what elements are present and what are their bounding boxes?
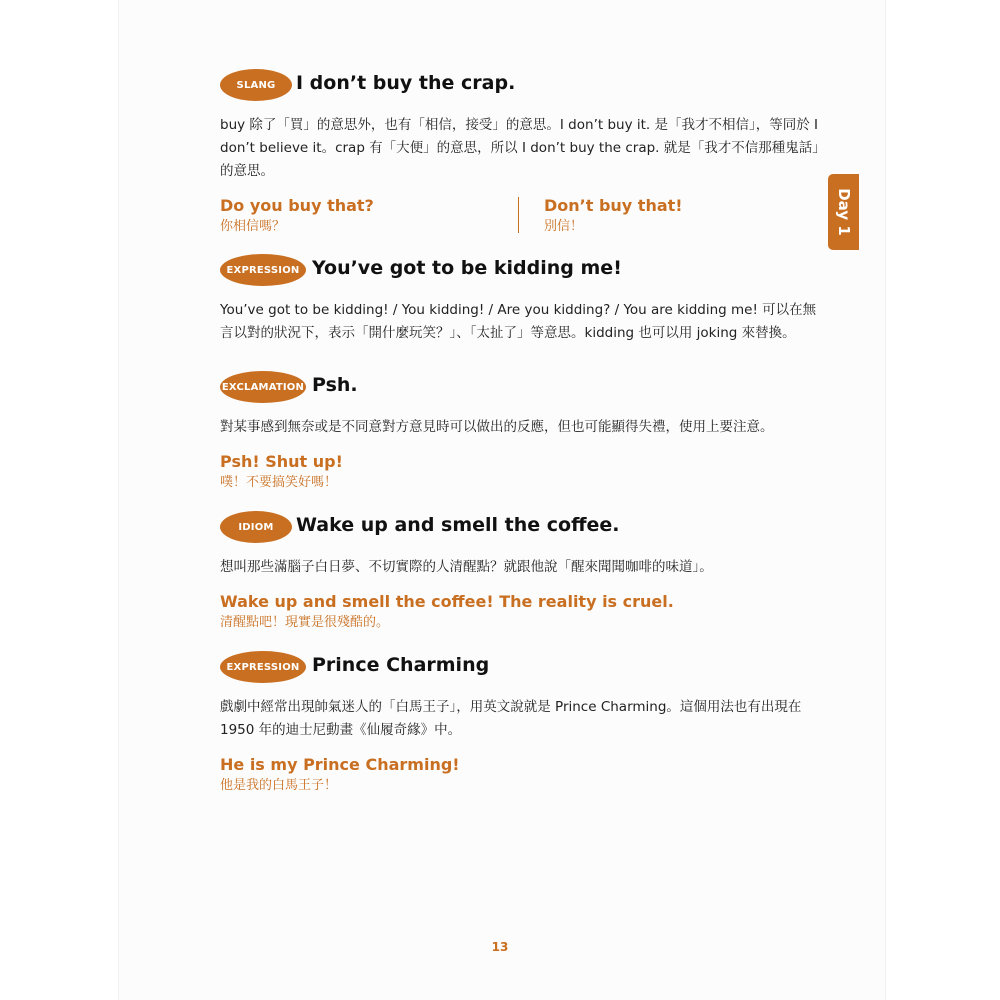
example-chinese: 別信！ [544,219,584,234]
entry-header [220,508,820,548]
example-right [544,195,683,237]
day-tab[interactable] [828,174,859,250]
example-chinese: 清醒點吧！現實是很殘酷的。 [220,615,390,630]
category-tag: SLANG [220,69,292,101]
entry-expression-kidding [220,251,820,345]
example-english: Wake up and smell the coffee! The reality is cruel. [220,592,674,611]
category-tag: EXPRESSION [220,254,306,286]
entry-description: 戲劇中經常出現帥氣迷人的「白馬王子」，用英文說就是 Prince Charming。這個用法也有出現在 1950 年的迪士尼動畫《仙履奇緣》中。 [220,699,802,738]
entry-header [220,66,820,106]
example [220,591,820,633]
page-number: 13 [491,940,509,954]
example-english: He is my Prince Charming! [220,755,460,774]
entry-description: buy 除了「買」的意思外，也有「相信，接受」的意思。I don’t buy it. 是「我才不相信」，等同於 I don’t believe it。crap 有「大便」的意思，所以 I don’t buy the crap. 就是「我才不信那種鬼話」的意思。 [220,117,820,179]
category-tag: EXPRESSION [220,651,306,683]
example-chinese: 他是我的白馬王子！ [220,778,338,793]
entry-slang [220,66,820,243]
column-divider [518,197,519,233]
entry-header [220,648,820,688]
example-english: Do you buy that? [220,196,374,215]
example-english: Don’t buy that! [544,196,683,215]
entry-phrase: Psh. [312,374,358,396]
entry-phrase: You’ve got to be kidding me! [312,257,622,279]
example-chinese: 噗！不要搞笑好嗎！ [220,475,338,490]
category-tag: IDIOM [220,511,292,543]
example-english: Psh! Shut up! [220,452,343,471]
example [220,754,820,796]
entry-description: You’ve got to be kidding! / You kidding! / Are you kidding? / You are kidding me! 可以在無言以對的狀況下，表示「開什麼玩笑？」、「太扯了」等意思。kidding 也可以用 joking 來替換。 [220,302,817,341]
entry-header [220,368,820,408]
entry-header [220,251,820,291]
example-left [220,195,374,237]
entry-idiom [220,508,820,633]
entry-description: 想叫那些滿腦子白日夢、不切實際的人清醒點？就跟他說「醒來聞聞咖啡的味道」。 [220,559,713,575]
example-chinese: 你相信嗎？ [220,219,286,234]
day-tab-label: Day 1 [834,188,853,236]
entry-expression-prince [220,648,820,796]
entry-phrase: Wake up and smell the coffee. [296,514,620,536]
entry-phrase: Prince Charming [312,654,490,676]
category-tag: EXCLAMATION [220,371,306,403]
example [220,451,820,493]
entry-phrase: I don’t buy the crap. [296,72,516,94]
entry-description: 對某事感到無奈或是不同意對方意見時可以做出的反應，但也可能顯得失禮，使用上要注意。 [220,419,774,435]
example-pair [220,195,820,243]
entry-exclamation [220,368,820,493]
